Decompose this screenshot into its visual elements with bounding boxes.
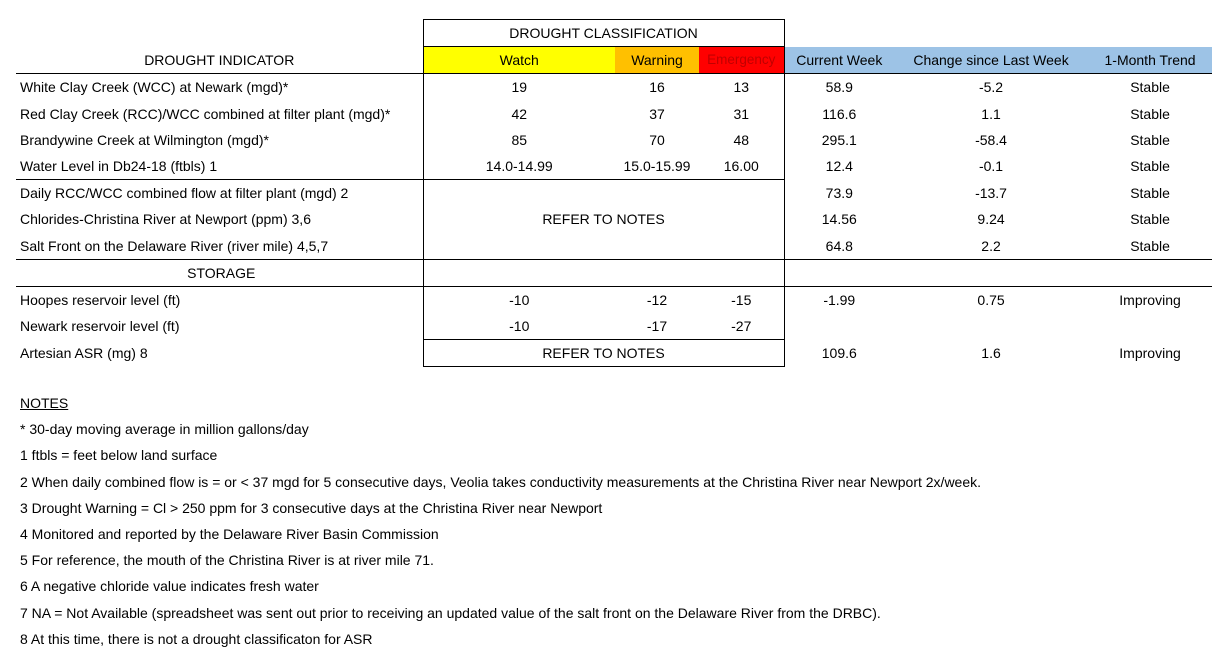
trend-value: Stable: [1130, 79, 1170, 96]
warning-value: -12: [646, 291, 668, 308]
change-value: 2.2: [981, 237, 1001, 254]
drought-table-container: [16, 19, 1212, 367]
current-week-value: 58.9: [825, 79, 853, 96]
current-week-value: 295.1: [821, 131, 857, 148]
change-value: -58.4: [975, 131, 1007, 148]
warning-value: 15.0-15.99: [615, 153, 699, 180]
indicator-name: Red Clay Creek (RCC)/WCC combined at filter plant (mgd)*: [20, 105, 391, 122]
watch-value: 85: [423, 127, 615, 153]
emergency-value: 31: [699, 101, 784, 127]
storage-name: Newark reservoir level (ft): [20, 318, 180, 335]
notes-section: [20, 390, 1210, 652]
change-value: [894, 313, 1088, 340]
table-row: [16, 313, 1212, 340]
header-blank: [16, 20, 423, 47]
emergency-value: -27: [699, 313, 784, 340]
note-line: 2 When daily combined flow is = or < 37 mgd for 5 consecutive days, Veolia takes conductivity measurements at the Christina River near Newport 2x/week.: [20, 473, 982, 490]
current-week-value: 64.8: [825, 237, 853, 254]
indicator-name: Chlorides-Christina River at Newport (ppm) 3,6: [20, 211, 311, 228]
warning-value: 37: [649, 105, 665, 122]
one-month-trend-header: 1-Month Trend: [1088, 47, 1212, 74]
storage-name: Hoopes reservoir level (ft): [20, 291, 181, 308]
indicator-name: Water Level in Db24-18 (ftbls) 1: [16, 153, 423, 180]
notes-heading: NOTES: [20, 395, 69, 411]
current-week-value: -1.99: [823, 291, 856, 308]
storage-label: [16, 259, 423, 286]
current-week-header: Current Week: [784, 47, 894, 74]
current-week-value: 73.9: [825, 184, 853, 201]
change-value: -5.2: [978, 79, 1004, 96]
emergency-value: 16.00: [699, 153, 784, 180]
watch-value: 42: [423, 101, 615, 127]
change-value: -13.7: [975, 184, 1007, 201]
watch-value: 14.0-14.99: [423, 153, 615, 180]
drought-indicator-header: DROUGHT INDICATOR: [144, 52, 295, 69]
header-row-1: [16, 20, 1212, 47]
drought-table: [16, 19, 1212, 367]
current-week-value: [784, 313, 894, 340]
storage-section-row: [16, 259, 1212, 286]
header-row-2: [16, 47, 1212, 74]
refer-to-notes-cell: REFER TO NOTES: [423, 180, 784, 260]
indicator-name: Brandywine Creek at Wilmington (mgd)*: [20, 131, 269, 148]
trend-value: Stable: [1130, 184, 1170, 201]
watch-value: -10: [423, 286, 615, 313]
note-line: 6 A negative chloride value indicates fresh water: [20, 578, 319, 595]
table-row: [16, 127, 1212, 153]
change-value: 0.75: [977, 291, 1005, 308]
change-value: 1.6: [981, 345, 1001, 362]
warning-value: 16: [649, 79, 665, 96]
table-row: [16, 153, 1212, 180]
note-line: 1 ftbls = feet below land surface: [20, 447, 218, 464]
storage-classification-blank: [423, 259, 784, 286]
table-row: [16, 101, 1212, 127]
note-line: 3 Drought Warning = Cl > 250 ppm for 3 consecutive days at the Christina River near Newport: [20, 499, 603, 516]
note-line: 8 At this time, there is not a drought classificaton for ASR: [20, 630, 373, 647]
note-line: * 30-day moving average in million gallons/day: [20, 421, 309, 438]
header-blank-right: [784, 20, 1212, 47]
trend-value: Stable: [1130, 105, 1170, 122]
table-row: [16, 74, 1212, 101]
note-line: 5 For reference, the mouth of the Christina River is at river mile 71.: [20, 552, 434, 569]
trend-value: Improving: [1119, 291, 1181, 308]
trend-value: Stable: [1130, 211, 1170, 228]
storage-blank-right: [784, 259, 1212, 286]
current-week-value: 116.6: [822, 105, 857, 122]
trend-value: Stable: [1130, 131, 1170, 148]
storage-name: Artesian ASR (mg) 8: [20, 345, 148, 362]
storage-label-text: STORAGE: [187, 264, 256, 281]
trend-value: Improving: [1119, 345, 1181, 362]
watch-value: -10: [423, 313, 615, 340]
warning-value: -17: [615, 313, 699, 340]
trend-value: Stable: [1130, 237, 1170, 254]
table-row: [16, 286, 1212, 313]
warning-value: 70: [649, 131, 665, 148]
drought-classification-header: DROUGHT CLASSIFICATION: [423, 20, 784, 47]
note-line: 7 NA = Not Available (spreadsheet was sent out prior to receiving an updated value of the salt front on the Delaware River from the DRBC).: [20, 604, 881, 621]
table-row: [16, 180, 1212, 207]
indicator-name: Salt Front on the Delaware River (river mile) 4,5,7: [20, 237, 329, 254]
change-since-last-week-header: Change since Last Week: [894, 47, 1088, 74]
emergency-value: -15: [699, 286, 784, 313]
emergency-header: Emergency: [699, 47, 784, 74]
change-value: 9.24: [977, 211, 1005, 228]
emergency-value: 13: [699, 74, 784, 101]
trend-value: [1088, 313, 1212, 340]
table-row: [16, 340, 1212, 367]
trend-value: Stable: [1130, 158, 1170, 175]
refer-to-notes-cell: REFER TO NOTES: [423, 340, 784, 367]
indicator-name: White Clay Creek (WCC) at Newark (mgd)*: [20, 79, 289, 96]
watch-header: Watch: [423, 47, 615, 74]
watch-value: 19: [423, 74, 615, 101]
indicator-name: Daily RCC/WCC combined flow at filter plant (mgd) 2: [20, 185, 349, 202]
note-line: 4 Monitored and reported by the Delaware River Basin Commission: [20, 525, 439, 542]
change-value: 1.1: [981, 105, 1001, 122]
current-week-value: 109.6: [821, 345, 857, 362]
current-week-value: 14.56: [821, 211, 857, 228]
current-week-value: 12.4: [825, 158, 853, 175]
warning-header: Warning: [615, 47, 699, 74]
emergency-value: 48: [699, 127, 784, 153]
change-value: -0.1: [978, 158, 1004, 175]
